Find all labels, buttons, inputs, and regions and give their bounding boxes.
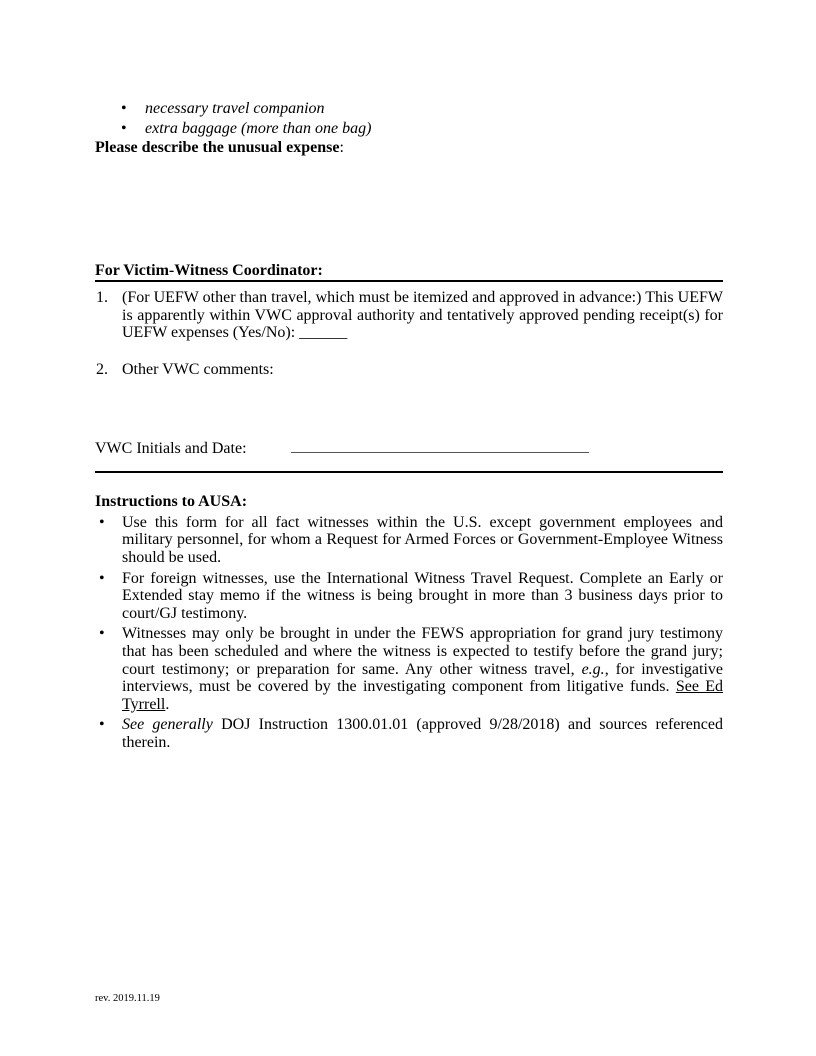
bullet-text: DOJ Instruction 1300.01.01 (approved 9/28/2018) and sources referenced therein. xyxy=(122,716,724,751)
describe-expense-colon: : xyxy=(339,139,344,156)
describe-expense-label xyxy=(95,139,723,157)
bullet-text: . xyxy=(165,695,170,713)
item-text: Other VWC comments: xyxy=(122,360,274,378)
list-item xyxy=(95,514,723,567)
instructions-bullet-list xyxy=(95,514,723,752)
instructions-heading: Instructions to AUSA: xyxy=(95,493,248,511)
list-item xyxy=(95,625,723,713)
bullet-icon: • xyxy=(121,100,127,117)
vwc-initials-blank[interactable] xyxy=(291,437,589,453)
list-item xyxy=(95,570,723,623)
bullet-text: necessary travel companion xyxy=(145,100,325,117)
document-content xyxy=(95,99,723,751)
see-ed-tyrrell-reference: See Ed Tyrrell xyxy=(122,678,724,713)
bullet-icon: • xyxy=(99,716,105,734)
bullet-text: For foreign witnesses, use the International Witness Travel Request. Complete an Early or Extended stay memo if the witness is being brought in more than 3 business days prior to court/GJ testimony. xyxy=(122,569,723,622)
bullet-text: Witnesses may only be brought in under the FEWS appropriation for grand jury testimony that has been scheduled and where the witness is expected to testify before the grand jury; court testimony; or preparation for same. Any other witness travel, xyxy=(122,625,723,678)
vwc-item-2 xyxy=(95,361,723,379)
item-number: 1. xyxy=(96,289,108,307)
yes-no-blank[interactable]: ______ xyxy=(299,324,348,342)
bullet-icon: • xyxy=(121,120,127,137)
bullet-text: extra baggage (more than one bag) xyxy=(145,120,372,137)
vwc-initials-label: VWC Initials and Date: xyxy=(95,439,247,457)
list-item xyxy=(95,716,723,751)
item-number: 2. xyxy=(96,360,108,378)
list-item xyxy=(95,119,723,139)
unusual-expense-bullet-list xyxy=(95,99,723,139)
bullet-icon: • xyxy=(99,625,105,643)
describe-expense-label-text: Please describe the unusual expense xyxy=(95,139,340,156)
bullet-text: Use this form for all fact witnesses within the U.S. except government employees and military personnel, for whom a Request for Armed Forces or Government-Employee Witness should be used. xyxy=(122,513,723,566)
vwc-section-heading: For Victim-Witness Coordinator: xyxy=(95,262,723,283)
bullet-text: , for investigative interviews, must be covered by the investigating component from litigative funds. xyxy=(122,660,723,696)
bullet-text-italic: e.g. xyxy=(581,660,605,678)
vwc-initials-row xyxy=(95,437,723,458)
section-divider xyxy=(95,471,723,473)
bullet-icon: • xyxy=(99,569,105,587)
bullet-text-italic: See generally xyxy=(122,716,213,734)
revision-label: rev. 2019.11.19 xyxy=(95,993,160,1004)
bullet-icon: • xyxy=(99,513,105,531)
item-text: (For UEFW other than travel, which must be itemized and approved in advance:) This UEFW is apparently within VWC approval authority and tentatively approved pending receipt(s) for UEFW expenses (Yes/No): xyxy=(122,289,723,342)
vwc-item-1 xyxy=(95,289,723,342)
list-item xyxy=(95,99,723,119)
